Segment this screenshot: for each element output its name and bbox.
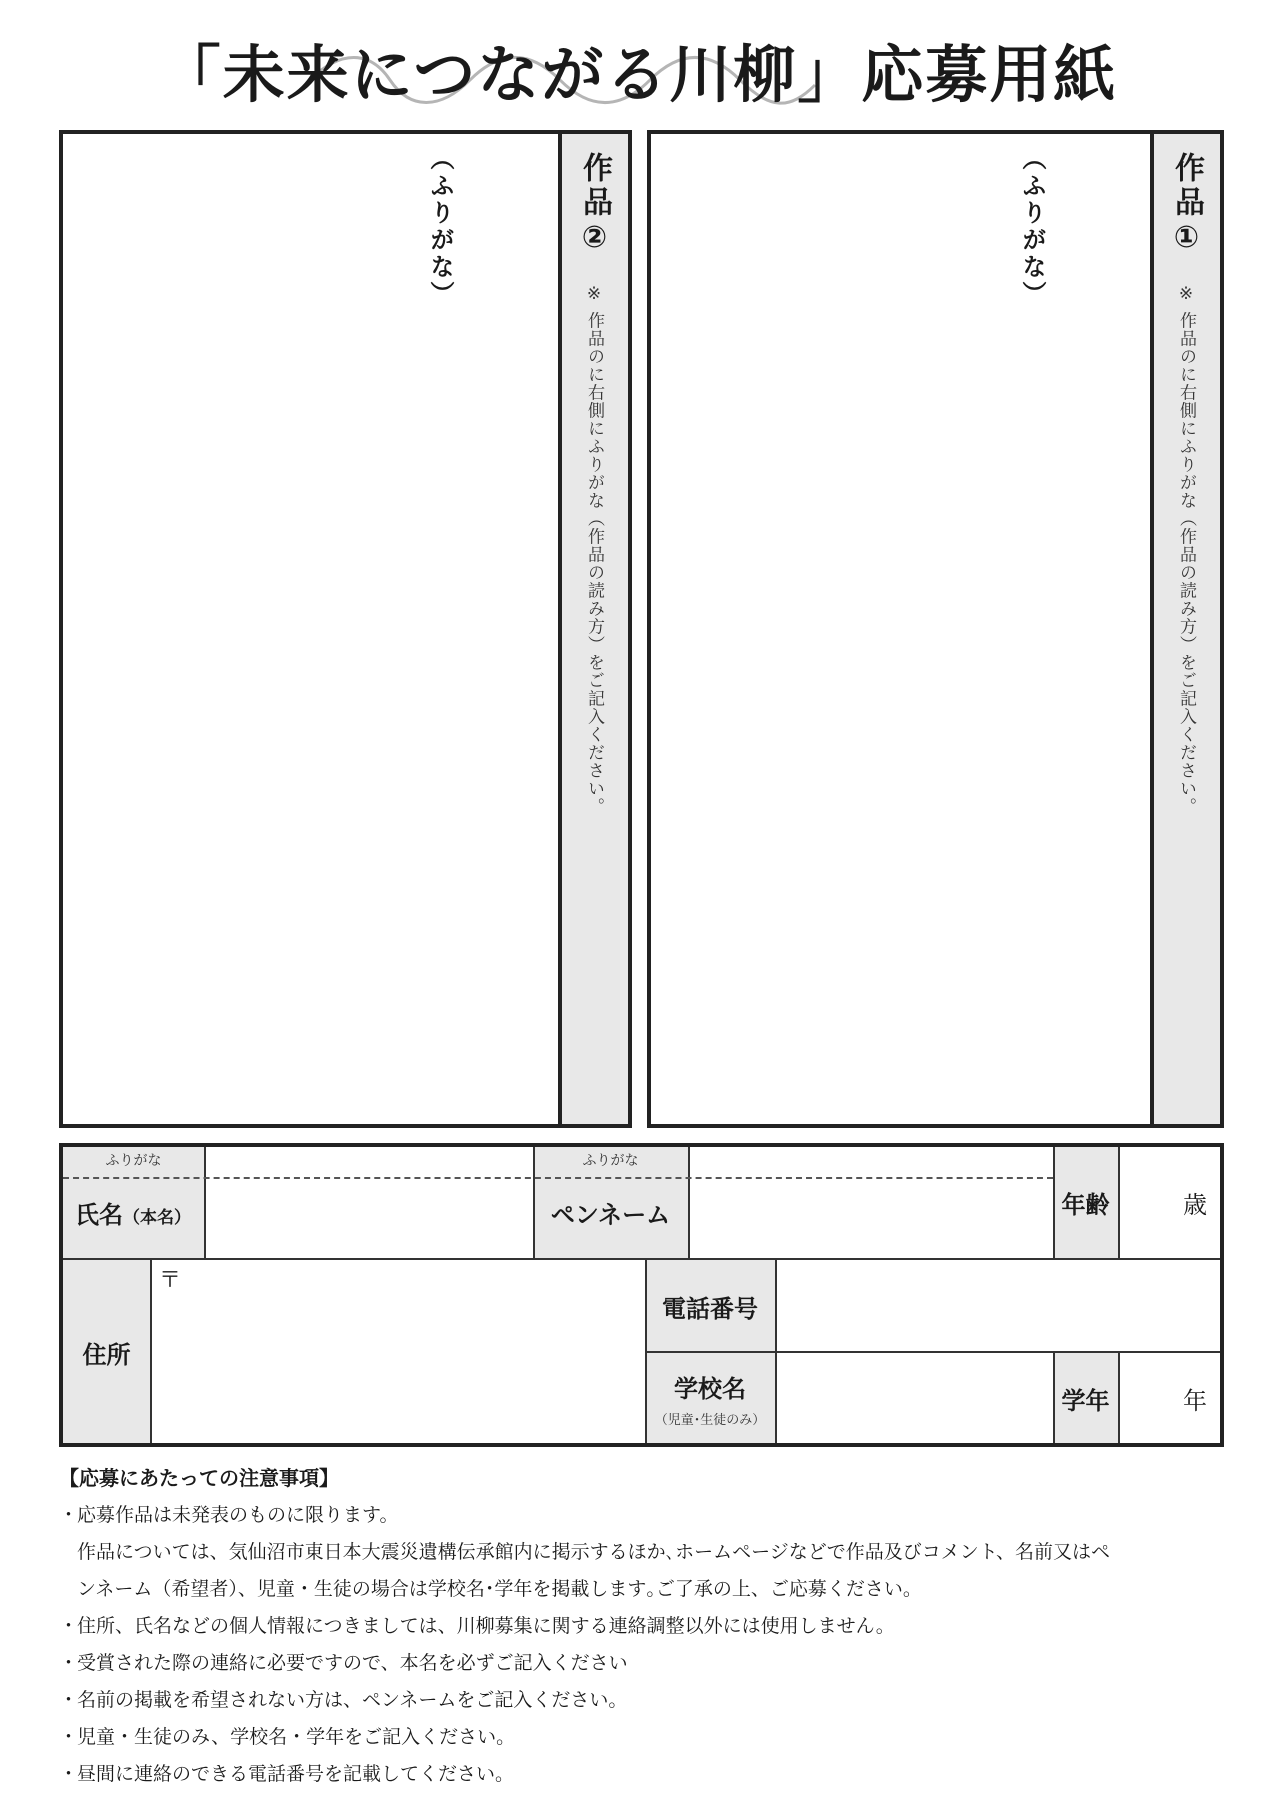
entry-2-furigana-label: （ふりがな） xyxy=(426,146,454,308)
grade-unit: 年 xyxy=(1183,1387,1207,1415)
name-sub-label: （本名） xyxy=(123,1208,191,1228)
entry-2-box xyxy=(59,130,632,1128)
entry-1-label-strip xyxy=(1150,134,1220,1124)
bullet: ・ xyxy=(59,1726,79,1748)
notes-item-text: 昼間に連絡のできる電話番号を記載してください。 xyxy=(77,1763,515,1785)
address-label: 住所 xyxy=(82,1341,131,1369)
entry-1-furigana-label: （ふりがな） xyxy=(1018,146,1046,308)
notes-item xyxy=(59,1719,1229,1756)
entry-2-writing-area[interactable] xyxy=(63,134,558,1124)
notes-item-text: 応募作品は未発表のものに限ります。 xyxy=(77,1504,399,1526)
bullet: ・ xyxy=(59,1763,79,1785)
notes-item-text: 児童・生徒のみ、学校名・学年をご記入ください。 xyxy=(77,1726,516,1748)
phone-label: 電話番号 xyxy=(662,1295,758,1323)
age-label: 年齢 xyxy=(1061,1191,1110,1219)
phone-input[interactable] xyxy=(777,1260,1220,1351)
notes-item xyxy=(59,1608,1229,1645)
grade-label: 学年 xyxy=(1061,1387,1110,1415)
notes-item xyxy=(59,1497,1229,1534)
school-sub-label: （児童･生徒のみ） xyxy=(654,1413,766,1428)
penname-label: ペンネーム xyxy=(550,1201,671,1229)
notes-item xyxy=(59,1645,1229,1682)
applicant-info-form xyxy=(59,1143,1224,1447)
entry-1-heading: 作品① xyxy=(1169,152,1204,259)
notes-heading: 【応募にあたっての注意事項】 xyxy=(59,1466,339,1490)
entry-1-box xyxy=(647,130,1224,1128)
notes-item-continuation: ンネーム（希望者）、児童・生徒の場合は学校名･学年を掲載します｡ご了承の上、ご応募ください。 xyxy=(77,1578,922,1600)
notes-item-continuation: 作品については、気仙沼市東日本大震災遺構伝承館内に掲示するほか､ホームページなどで作品及びコメント、名前又はペ xyxy=(77,1541,1111,1563)
bullet: ・ xyxy=(59,1652,79,1674)
notes-item-text: 名前の掲載を希望されない方は、ペンネームをご記入ください。 xyxy=(77,1689,628,1711)
penname-input[interactable] xyxy=(690,1179,1051,1257)
school-label: 学校名 xyxy=(674,1375,746,1403)
name-label-text: 氏名 xyxy=(75,1201,123,1229)
bullet: ・ xyxy=(59,1615,79,1637)
page-title: 「未来につながる川柳」応募用紙 xyxy=(158,38,1118,111)
penname-furigana-label: ふりがな xyxy=(582,1153,639,1169)
notes-item xyxy=(59,1682,1229,1719)
notes-item-text: 住所、氏名などの個人情報につきましては、川柳募集に関する連絡調整以外には使用しません。 xyxy=(77,1615,895,1637)
entry-1-note: ※ 作品のに右側にふりがな（作品の読み方）をご記入ください。 xyxy=(1176,284,1196,816)
address-input[interactable] xyxy=(152,1260,643,1443)
notes-item-text: 受賞された際の連絡に必要ですので、本名を必ずご記入ください xyxy=(77,1652,628,1674)
school-input[interactable] xyxy=(777,1353,1051,1443)
entry-2-label-strip xyxy=(558,134,628,1124)
bullet: ・ xyxy=(59,1504,79,1526)
entry-1-writing-area[interactable] xyxy=(651,134,1150,1124)
name-input[interactable] xyxy=(206,1179,531,1257)
bullet: ・ xyxy=(59,1689,79,1711)
name-furigana-label: ふりがな xyxy=(105,1153,162,1169)
postal-mark: 〒 xyxy=(159,1268,182,1293)
entry-2-note: ※ 作品のに右側にふりがな（作品の読み方）をご記入ください。 xyxy=(584,284,604,816)
age-unit: 歳 xyxy=(1183,1191,1207,1219)
name-label xyxy=(75,1195,191,1230)
notes-item xyxy=(59,1756,1229,1793)
notes-section xyxy=(59,1460,1229,1793)
entry-2-heading: 作品② xyxy=(577,152,612,259)
